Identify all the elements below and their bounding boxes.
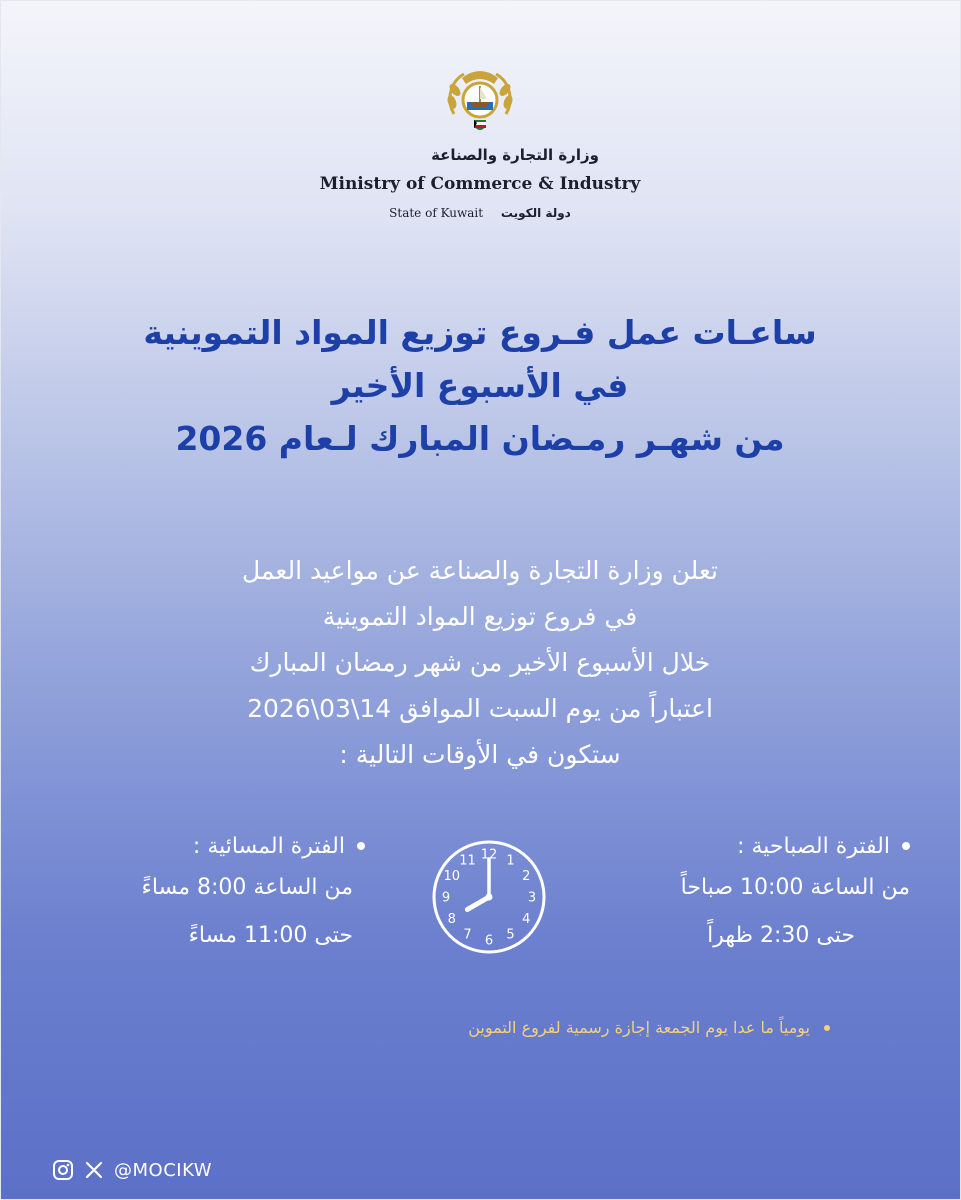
instagram-icon[interactable]: [52, 1159, 74, 1181]
clock-number-12: 12: [480, 847, 498, 863]
evening-to: حتى 11:00 مساءً: [188, 923, 353, 948]
kuwait-emblem: [440, 62, 520, 142]
announcement-body: [130, 548, 830, 778]
clock-number-3: 3: [527, 890, 537, 906]
clock-number-9: 9: [441, 890, 451, 906]
clock-number-1: 1: [506, 853, 515, 869]
morning-heading: الفترة الصباحية :: [737, 833, 890, 859]
evening-from: من الساعة 8:00 مساءً: [141, 875, 353, 900]
evening-period: [40, 828, 365, 960]
body-line-5: ستكون في الأوقات التالية :: [339, 740, 621, 769]
clock-number-10: 10: [443, 869, 461, 884]
clock-number-11: 11: [459, 853, 476, 869]
bullet-icon: [902, 842, 910, 850]
state-name-arabic: دولة الكويت: [500, 206, 571, 220]
note-text: يومياً ما عدا يوم الجمعة إجازة رسمية لفروع التموين: [468, 1018, 810, 1037]
morning-heading-row: [600, 828, 910, 864]
state-row: [330, 206, 630, 220]
note-bullet-icon: [824, 1025, 830, 1031]
title-line-2: في الأسبوع الأخير: [331, 366, 629, 405]
clock-number-4: 4: [522, 912, 531, 927]
social-handle[interactable]: @MOCIKW: [114, 1159, 213, 1181]
bullet-icon: [357, 842, 365, 850]
morning-to: حتى 2:30 ظهراً: [707, 923, 855, 948]
body-line-4: اعتباراً من يوم السبت الموافق 14\03\2026: [247, 694, 713, 723]
clock-number-6: 6: [484, 933, 494, 949]
clock-icon: [430, 838, 548, 956]
title-line-1: ساعـات عمل فـروع توزيع المواد التموينية: [143, 313, 817, 352]
clock-number-2: 2: [522, 869, 531, 884]
friday-note: [260, 1018, 830, 1037]
body-line-3: خلال الأسبوع الأخير من شهر رمضان المبارك: [249, 648, 711, 677]
clock-number-7: 7: [463, 927, 472, 943]
state-name-english: State of Kuwait: [389, 206, 484, 220]
social-handles: [52, 1156, 212, 1184]
org-name-english: Ministry of Commerce & Industry: [319, 174, 641, 194]
morning-from: من الساعة 10:00 صباحاً: [680, 875, 910, 900]
x-twitter-icon[interactable]: [84, 1160, 104, 1180]
evening-heading-row: [40, 828, 365, 864]
clock-center: [486, 894, 493, 901]
org-name-arabic: وزارة التجارة والصناعة: [431, 146, 599, 164]
evening-heading: الفترة المسائية :: [192, 833, 345, 859]
title-line-3: من شهـر رمـضان المبارك لـعام 2026: [175, 419, 785, 458]
clock-hour-hand: [467, 897, 489, 910]
clock-number-5: 5: [506, 927, 515, 943]
body-line-2: في فروع توزيع المواد التموينية: [322, 602, 638, 631]
body-line-1: تعلن وزارة التجارة والصناعة عن مواعيد العمل: [242, 556, 718, 585]
morning-period: [600, 828, 910, 960]
announcement-title: [80, 306, 880, 465]
clock-number-8: 8: [447, 912, 456, 927]
